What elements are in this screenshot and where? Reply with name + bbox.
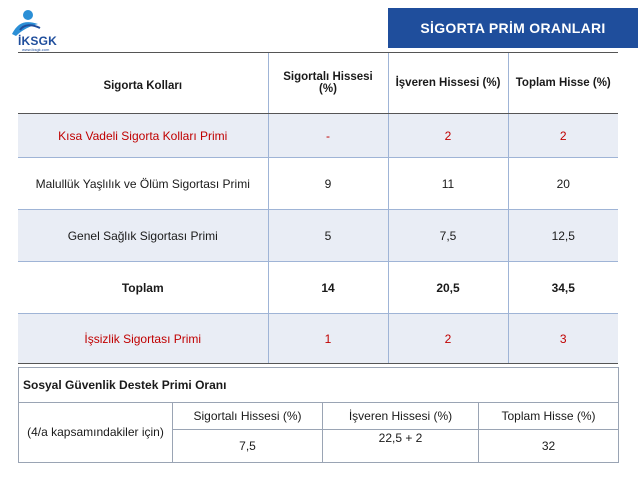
table-header-row <box>18 53 618 114</box>
sgdp-value-sigortali: 7,5 <box>173 430 323 463</box>
sgdp-value-isveren: 22,5 + 2 <box>323 430 479 463</box>
row-sigortali: 1 <box>268 314 388 364</box>
row-name: Toplam <box>18 262 268 314</box>
sgdp-header-sigortali: Sigortalı Hissesi (%) <box>173 403 323 430</box>
logo-text: İKSGK <box>18 34 58 48</box>
row-name: Malullük Yaşlılık ve Ölüm Sigortası Primi <box>18 158 268 210</box>
header-isveren-hissesi: İşveren Hissesi (%) <box>388 53 508 114</box>
row-name: İşsizlik Sigortası Primi <box>18 314 268 364</box>
row-isveren: 7,5 <box>388 210 508 262</box>
row-isveren: 11 <box>388 158 508 210</box>
table-row <box>18 114 618 158</box>
row-toplam: 34,5 <box>508 262 618 314</box>
sgdp-header-isveren: İşveren Hissesi (%) <box>323 403 479 430</box>
page-title: SİGORTA PRİM ORANLARI <box>388 8 638 48</box>
row-isveren: 2 <box>388 314 508 364</box>
row-isveren: 2 <box>388 114 508 158</box>
row-toplam: 12,5 <box>508 210 618 262</box>
row-sigortali: 9 <box>268 158 388 210</box>
row-sigortali: - <box>268 114 388 158</box>
row-name: Kısa Vadeli Sigorta Kolları Primi <box>18 114 268 158</box>
row-toplam: 20 <box>508 158 618 210</box>
row-sigortali: 5 <box>268 210 388 262</box>
iksgk-logo <box>8 8 92 52</box>
row-sigortali: 14 <box>268 262 388 314</box>
row-toplam: 3 <box>508 314 618 364</box>
sgdp-table <box>18 367 619 463</box>
header-toplam-hisse: Toplam Hisse (%) <box>508 53 618 114</box>
header-sigorta-kollari: Sigorta Kolları <box>18 53 268 114</box>
row-name: Genel Sağlık Sigortası Primi <box>18 210 268 262</box>
table-row <box>18 210 618 262</box>
table-row-total <box>18 262 618 314</box>
row-toplam: 2 <box>508 114 618 158</box>
sgdp-header-toplam: Toplam Hisse (%) <box>479 403 619 430</box>
sgdp-value-toplam: 32 <box>479 430 619 463</box>
sgdp-title: Sosyal Güvenlik Destek Primi Oranı <box>19 368 619 403</box>
premium-rates-table <box>18 52 618 364</box>
row-isveren: 20,5 <box>388 262 508 314</box>
logo-subtext: www.iksgk.com <box>22 47 50 52</box>
table-row <box>18 314 618 364</box>
table-row <box>18 158 618 210</box>
sgdp-left-label: (4/a kapsamındakiler için) <box>19 403 173 463</box>
header-sigortali-hissesi: Sigortalı Hissesi (%) <box>268 53 388 114</box>
